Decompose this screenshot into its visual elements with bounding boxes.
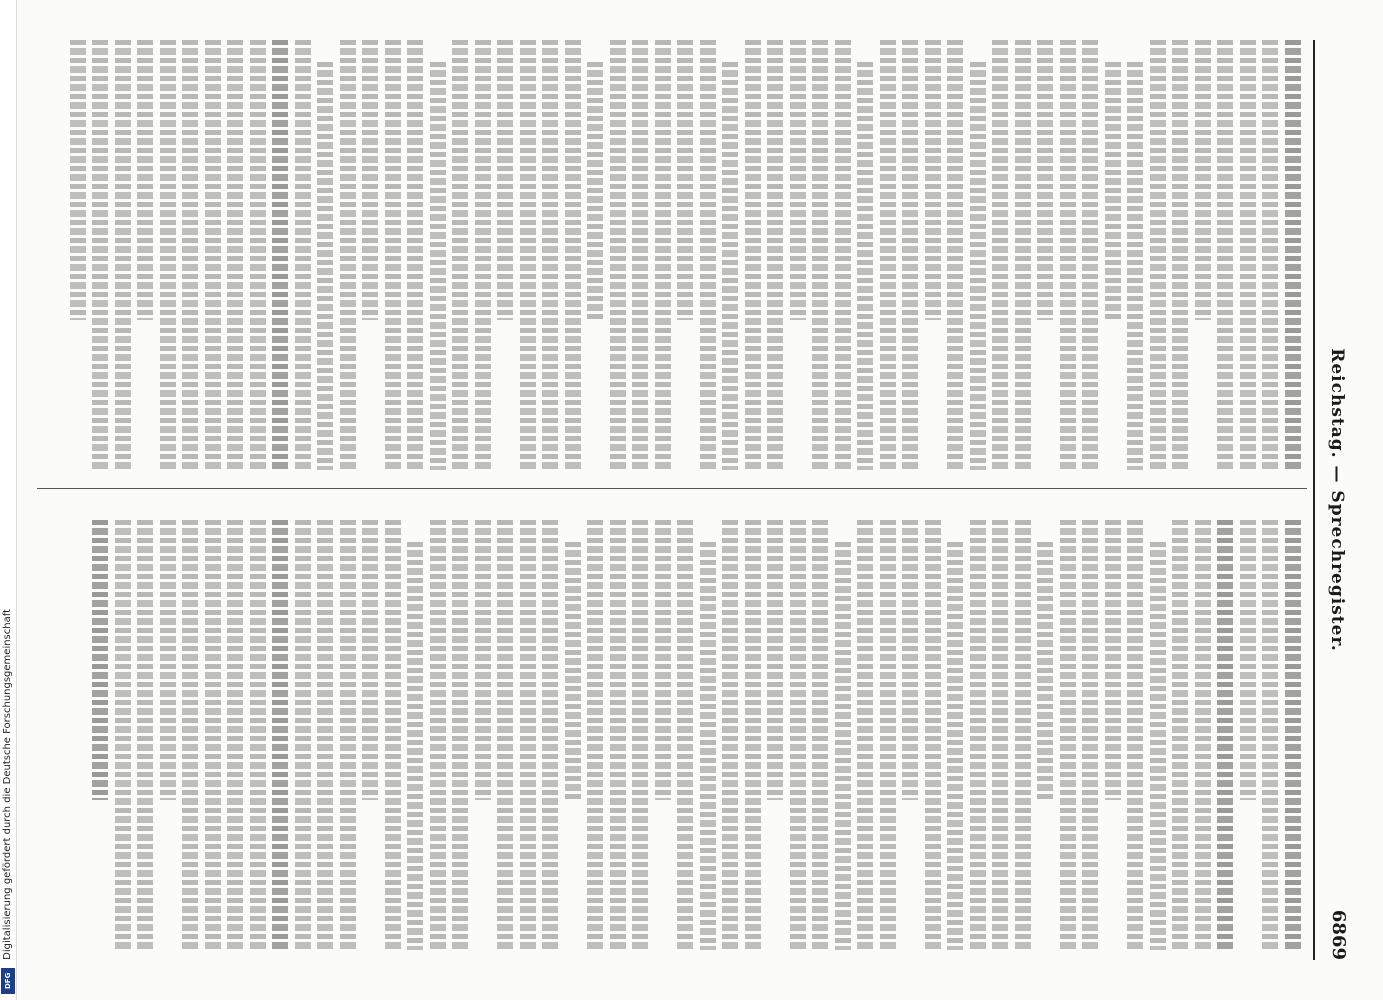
index-line	[430, 520, 446, 950]
running-title: Reichstag. — Sprechregister.	[1327, 348, 1347, 652]
index-line	[1083, 40, 1099, 470]
index-line	[925, 520, 941, 950]
index-line	[1218, 40, 1234, 470]
index-line	[948, 40, 964, 470]
index-line	[475, 520, 491, 800]
index-line	[835, 542, 851, 950]
index-line	[430, 62, 446, 470]
index-line	[565, 40, 581, 470]
index-line	[768, 520, 784, 800]
index-line	[453, 520, 469, 950]
column-divider	[37, 488, 1307, 489]
index-line	[790, 40, 806, 320]
index-line	[588, 520, 604, 950]
index-line	[183, 40, 199, 470]
index-line	[205, 520, 221, 950]
page-number: 6869	[1328, 909, 1349, 960]
index-line	[970, 520, 986, 950]
index-line	[385, 520, 401, 950]
index-line	[363, 40, 379, 320]
index-line	[655, 40, 671, 470]
index-line	[228, 520, 244, 950]
index-line	[475, 40, 491, 470]
index-line	[453, 40, 469, 470]
index-line	[183, 520, 199, 950]
index-line	[498, 40, 514, 320]
index-line	[633, 520, 649, 950]
index-line	[1015, 520, 1031, 950]
dfg-logo: DFG	[1, 968, 15, 994]
left-column	[51, 40, 1301, 470]
index-line	[1195, 40, 1211, 320]
index-line	[138, 40, 154, 320]
index-line	[858, 62, 874, 470]
index-line	[768, 40, 784, 470]
index-line	[790, 520, 806, 950]
index-line	[588, 62, 604, 320]
index-line	[250, 40, 266, 470]
index-line	[115, 520, 131, 950]
index-line	[295, 520, 311, 950]
index-line	[318, 62, 334, 470]
index-line	[1038, 40, 1054, 320]
index-line	[610, 520, 626, 950]
index-line	[543, 520, 559, 950]
index-line	[745, 520, 761, 950]
index-line	[543, 40, 559, 470]
index-line	[205, 40, 221, 470]
index-line	[1195, 520, 1211, 950]
index-line	[925, 40, 941, 320]
page-header	[1313, 40, 1355, 960]
index-line	[273, 40, 289, 470]
index-line	[993, 40, 1009, 470]
index-line	[723, 520, 739, 950]
index-line	[340, 40, 356, 470]
index-line	[610, 40, 626, 470]
index-line	[745, 40, 761, 470]
index-line	[880, 520, 896, 950]
index-line	[93, 520, 109, 800]
index-line	[408, 40, 424, 470]
index-line	[813, 520, 829, 950]
index-line	[993, 520, 1009, 950]
index-line	[1150, 40, 1166, 470]
index-line	[385, 40, 401, 470]
index-line	[723, 62, 739, 470]
index-line	[903, 40, 919, 470]
index-line	[565, 542, 581, 800]
index-line	[1060, 520, 1076, 950]
right-column	[51, 520, 1301, 950]
index-line	[138, 520, 154, 950]
index-line	[880, 40, 896, 470]
index-line	[835, 40, 851, 470]
index-line	[1263, 520, 1279, 950]
index-line	[228, 40, 244, 470]
index-line	[858, 520, 874, 950]
index-line	[948, 542, 964, 950]
index-line	[1240, 40, 1256, 470]
index-line	[160, 40, 176, 470]
index-line	[1263, 40, 1279, 470]
index-line	[520, 40, 536, 470]
index-line	[700, 40, 716, 470]
index-line	[1128, 520, 1144, 950]
index-line	[633, 40, 649, 470]
index-line	[1240, 520, 1256, 800]
index-line	[678, 40, 694, 320]
index-line	[1105, 62, 1121, 320]
index-line	[1105, 520, 1121, 800]
index-line	[1173, 40, 1189, 470]
index-line	[1285, 40, 1301, 470]
index-line	[318, 520, 334, 950]
index-line	[498, 520, 514, 950]
index-line	[1060, 40, 1076, 470]
index-line	[970, 62, 986, 470]
index-line	[1285, 520, 1301, 950]
index-line	[363, 520, 379, 800]
index-line	[700, 542, 716, 950]
index-line	[655, 520, 671, 800]
index-line	[273, 520, 289, 950]
index-line	[408, 542, 424, 950]
index-line	[1218, 520, 1234, 950]
index-line	[115, 40, 131, 470]
index-line	[70, 40, 86, 320]
index-line	[813, 40, 829, 470]
index-line	[160, 520, 176, 800]
index-line	[1038, 542, 1054, 800]
index-line	[520, 520, 536, 950]
index-line	[1173, 520, 1189, 950]
index-line	[340, 520, 356, 950]
digitization-credit: Digitalisierung gefördert durch die Deutsche Forschungsgemeinschaft	[2, 609, 13, 960]
index-line	[93, 40, 109, 470]
index-line	[678, 520, 694, 950]
index-line	[1083, 520, 1099, 950]
index-line	[295, 40, 311, 470]
index-line	[250, 520, 266, 950]
index-line	[903, 520, 919, 800]
index-line	[1128, 62, 1144, 470]
index-line	[1150, 542, 1166, 950]
index-line	[1015, 40, 1031, 470]
